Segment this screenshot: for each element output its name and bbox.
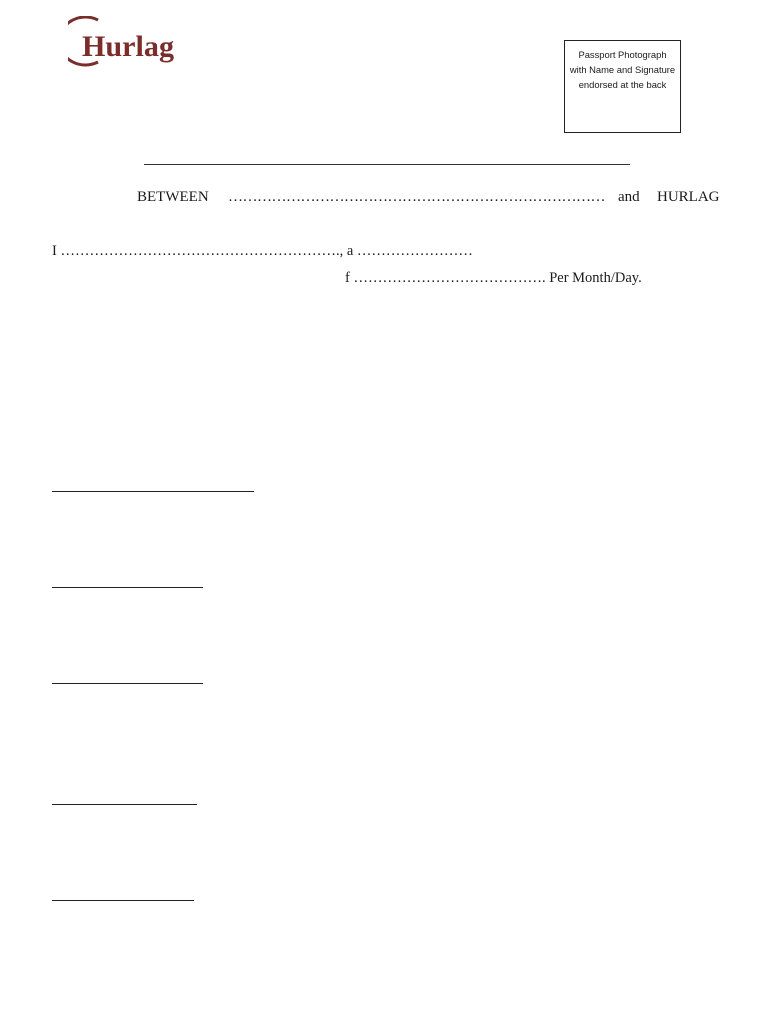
signature-line [52, 491, 254, 492]
signature-line [52, 683, 203, 684]
employee-name-line: I …………………………………………………., a …………………… [52, 243, 473, 259]
title-underline [144, 164, 630, 165]
hurlag-logo-icon [68, 16, 178, 68]
company-logo [68, 16, 178, 68]
between-label: BETWEEN [137, 189, 209, 205]
company-name: HURLAG [657, 189, 720, 205]
and-label: and [618, 189, 640, 205]
signature-line [52, 587, 203, 588]
party-name-field: …………………………………………………………………… [228, 189, 605, 205]
between-row [0, 189, 768, 209]
svg-text:Hurlag: Hurlag [82, 30, 174, 63]
signature-line [52, 900, 194, 901]
salary-line: f …………………………………. Per Month/Day. [345, 270, 642, 286]
passport-photo-box: Passport Photograph with Name and Signature endorsed at the back [564, 40, 681, 133]
signature-line [52, 804, 197, 805]
